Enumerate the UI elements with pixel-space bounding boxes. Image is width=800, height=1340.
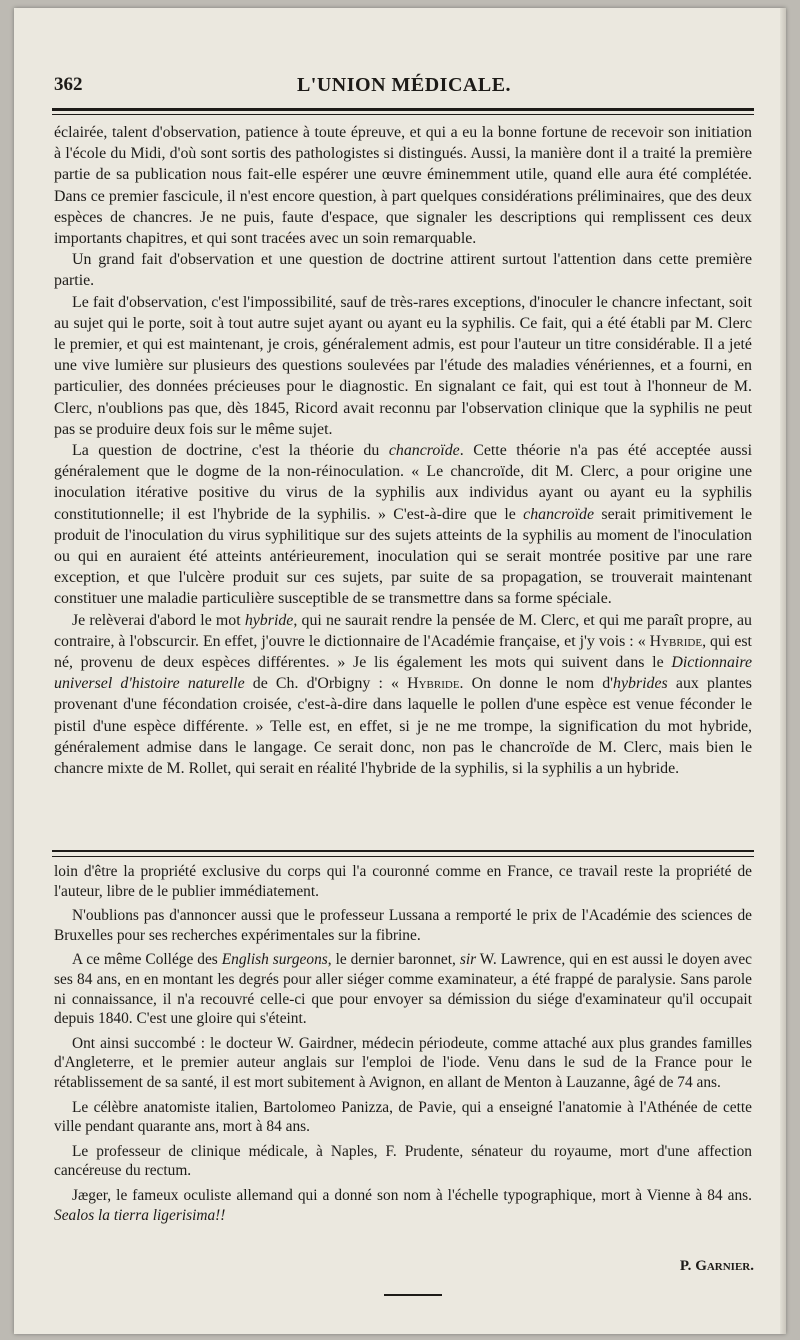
news-paragraph: Le professeur de clinique médicale, à Naples, F. Prudente, sénateur du royaume, mort d'une affection cancéreuse du rectum. [54, 1142, 752, 1180]
news-paragraph: N'oublions pas d'annoncer aussi que le professeur Lussana a remporté le prix de l'Académie des sciences de Bruxelles pour ses recherches expérimentales sur la fibrine. [54, 907, 752, 944]
news-paragraph: Ont ainsi succombé : le docteur W. Gairdner, médecin périodeute, comme attaché aux plus grandes familles d'Angleterre, et le premier auteur anglais sur l'emploi de l'iode. Venu dans le sud de la France pour le rétablissement de sa santé, il est mort subitement à Avignon, en allant de Menton à Lauzanne, âgé de 74 ans. [54, 1034, 752, 1091]
section-separator-thin [52, 856, 754, 857]
italic-title: Dictionnaire universel d'histoire naturelle [54, 654, 752, 693]
article-paragraph [54, 610, 752, 780]
italic-term: hybride [244, 611, 294, 629]
text-run: , le dernier baronnet, [327, 951, 460, 969]
text-run: aux plantes provenant d'une fécondation croisée, c'est-à-dire dans laquelle le pollen d'une espèce est venue féconder le pistil d'une espèce différente. » Telle est, en effet, si je ne me trompe, la signification du mot hybride, généralement admise dans le langage. Ce serait donc, non pas le chancroïde de M. Clerc, mais bien le chancre mixte de M. Rollet, qui serait en réalité l'hybride de la syphilis, si la syphilis a un hybride. [54, 675, 752, 778]
italic-term: sir [459, 951, 477, 969]
article-column [54, 122, 752, 779]
article-paragraph: Un grand fait d'observation et une question de doctrine attirent surtout l'attention dans cette première partie. [54, 251, 752, 290]
header-rule-thin [52, 114, 754, 115]
text-run: W. Lawrence, qui en est aussi le doyen avec ses 84 ans, en en montant les degrés pour aller siéger comme examinateur, a été frappé de paralysie. Sans parole ni connaissance, il n'a recouvré celle-ci que pour envoyer sa démission du siége d'examinateur qu'il occupait depuis 1840. C'est une gloire qui s'éteint. [54, 951, 752, 1028]
text-run: Je relèverai d'abord le mot [72, 611, 245, 629]
news-paragraph: Le célèbre anatomiste italien, Bartolomeo Panizza, de Pavie, qui a enseigné l'anatomie à l'Athénée de cette ville pendant quarante ans, mort à 84 ans. [54, 1098, 752, 1136]
running-title: L'UNION MÉDICALE. [296, 74, 512, 96]
article-paragraph [54, 440, 752, 610]
signature-initial: P. [679, 1258, 696, 1274]
italic-term: chancroïde [523, 505, 595, 523]
news-paragraph: loin d'être la propriété exclusive du corps qui l'a couronné comme en France, ce travail reste la propriété de l'auteur, libre de le publier immédiatement. [54, 863, 752, 900]
text-run: serait primitivement le produit de l'inoculation du virus syphilitique sur des sujets atteints de la syphilis au moment de l'inoculation ou qui en auraient été atteints antérieurement, inoculation qui se serait montrée positive par une rare exception, et que l'ulcère produit sur ces sujets, par suite de sa propagation, se trouverait maintenant constituer une maladie particulière susceptible de se transmettre dans sa forme spéciale. [54, 505, 752, 608]
text-run: . On donne le nom d' [459, 675, 614, 693]
newspaper-page [14, 8, 786, 1334]
small-caps-term: Hybride [407, 675, 460, 693]
text-run: A ce même Collége des [72, 951, 222, 969]
small-caps-term: Hybride [649, 632, 703, 650]
page-number: 362 [54, 74, 83, 95]
article-paragraph: Le fait d'observation, c'est l'impossibilité, sauf de très-rares exceptions, d'inoculer le chancre infectant, soit au sujet qui le porte, soit à tout autre sujet ayant ou ayant eu la syphilis. Ce fait, qui a été établi par M. Clerc le premier, et qui est maintenant, je crois, généralement admis, est pour l'auteur un titre considérable. Il a jeté une vive lumière sur plusieurs des questions soulevées par l'étude des maladies vénériennes, et a fourni, en particulier, des données précieuses pour le diagnostic. En signalant ce fait, qui est tout à l'honneur de M. Clerc, n'oublions pas que, dès 1845, Ricord avait reconnu par l'observation clinique que la syphilis ne peut pas se produire deux fois sur le même sujet. [54, 293, 752, 438]
page-header [54, 74, 754, 104]
italic-term: chancroïde [388, 442, 460, 460]
header-rule-thick [52, 108, 754, 111]
news-paragraph [54, 950, 752, 1028]
end-rule [384, 1294, 442, 1296]
page-edge-shadow [780, 8, 786, 1334]
text-run: Jæger, le fameux oculiste allemand qui a donné son nom à l'échelle typographique, mort à Vienne à 84 ans. [72, 1186, 752, 1204]
italic-term: English surgeons [221, 951, 328, 969]
section-separator-thick [52, 850, 754, 852]
italic-term: hybrides [613, 675, 668, 693]
news-column [54, 862, 752, 1230]
signature-name: Garnier. [695, 1258, 754, 1274]
italic-quote: Sealos la tierra ligerisima!! [54, 1206, 226, 1224]
news-paragraph [54, 1186, 752, 1225]
text-run: , qui est né, provenu de deux espèces différentes. » Je lis également les mots qui suivent dans le [54, 632, 752, 672]
author-signature [680, 1258, 754, 1275]
text-run: . Cette théorie n'a pas été acceptée aussi généralement que le dogme de la non-réinoculation. « Le chancroïde, dit M. Clerc, a pour origine une inoculation itérative positive du virus de la syphilis aux individus ayant ou ayant eu la syphilis constitutionnelle; il est l'hybride de la syphilis. » C'est-à-dire que le [54, 442, 752, 523]
text-run: , qui ne saurait rendre la pensée de M. Clerc, et qui me paraît propre, au contraire, à l'obscurcir. En effet, j'ouvre le dictionnaire de l'Académie française, et j'y vois : « [54, 611, 752, 650]
text-run: de Ch. d'Orbigny : « [244, 675, 408, 693]
text-run: La question de doctrine, c'est la théorie du [72, 442, 389, 460]
article-paragraph: éclairée, talent d'observation, patience à toute épreuve, et qui a eu la bonne fortune de recevoir son initiation à l'école du Midi, d'où sont sortis des pathologistes si distingués. Aussi, la manière dont il a traité la première partie de sa publication nous fait-elle espérer une œuvre éminemment utile, quand elle aura été complétée. Dans ce premier fascicule, il n'est encore question, à part quelques considérations préliminaires, que des deux espèces de chancres. Je ne puis, faute d'espace, que signaler les descriptions qui remplissent ces deux importants chapitres, et qui sont tracées avec un soin remarquable. [54, 124, 752, 248]
